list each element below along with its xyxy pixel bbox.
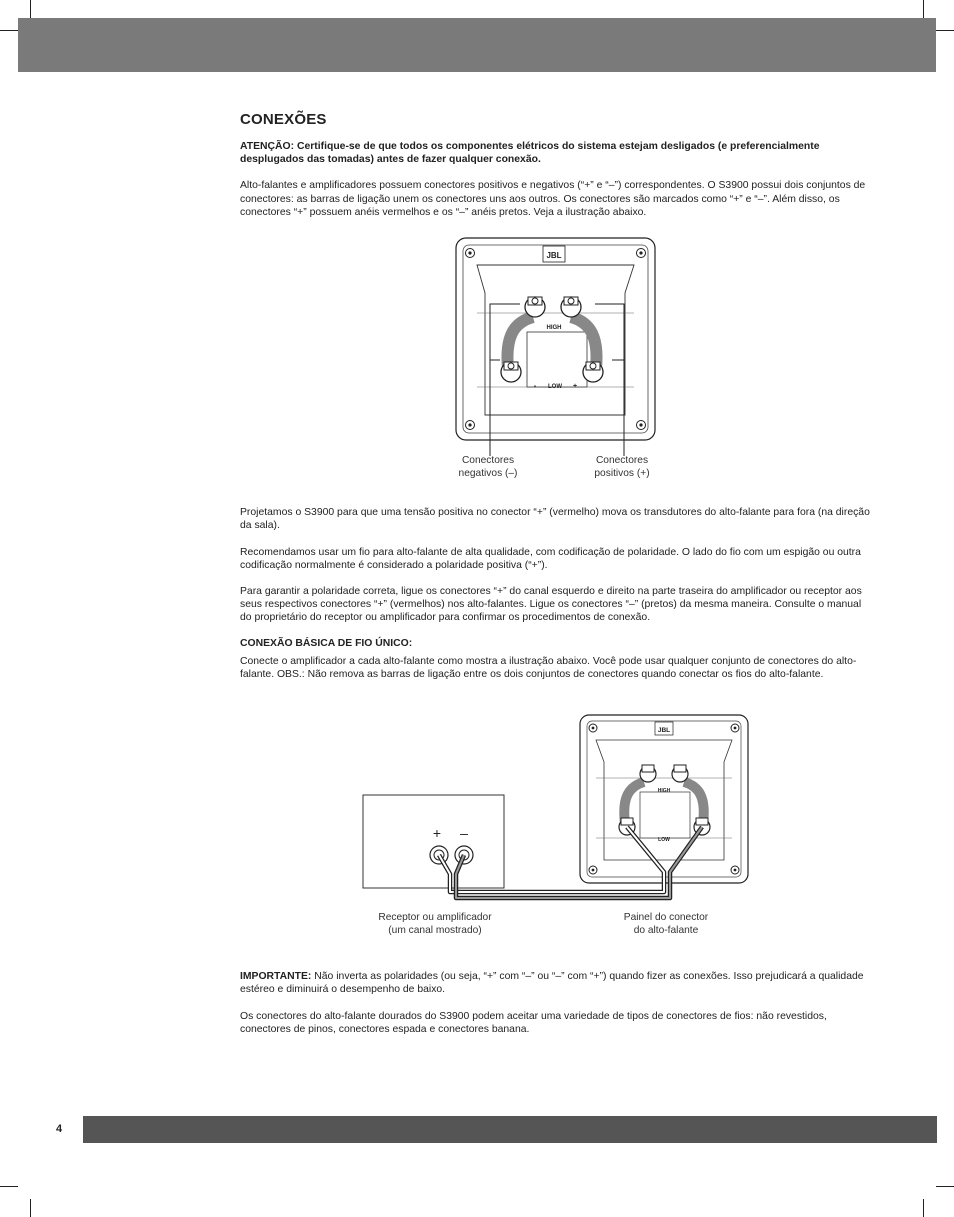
amplifier-box	[363, 795, 504, 888]
important-paragraph	[240, 970, 874, 996]
screw-icon	[589, 724, 597, 732]
page-number: 4	[56, 1123, 63, 1135]
screw-icon	[589, 866, 597, 874]
wiring-diagram	[362, 714, 750, 914]
screw-icon	[466, 421, 475, 430]
caption-positive-connectors	[578, 455, 666, 480]
connectors-paragraph: Os conectores do alto-falante dourados do S3900 podem aceitar uma variedade de tipos de conectores de fios: não revestidos, conectores de pinos, conectores espada e conectores banana.	[240, 1011, 827, 1036]
callout-lines	[480, 298, 630, 458]
caption-line: Painel do conector	[623, 912, 709, 923]
screw-icon	[637, 421, 646, 430]
binding-post-icon	[640, 765, 656, 782]
crop-mark	[0, 1186, 18, 1187]
warning-paragraph: ATENÇÃO: Certifique-se de que todos os componentes elétricos do sistema estejam desligados (e preferencialmente desplugados das tomadas) antes de fazer qualquer conexão.	[240, 141, 820, 166]
caption-negative-connectors	[444, 455, 532, 480]
caption-line: do alto-falante	[633, 924, 699, 936]
caption-line: negativos (–)	[458, 467, 518, 479]
crop-mark	[936, 1186, 954, 1187]
low-label: LOW	[548, 384, 562, 390]
crop-mark	[30, 1199, 31, 1217]
caption-line: positivos (+)	[594, 467, 650, 479]
amp-minus-label: –	[460, 825, 468, 841]
low-label: LOW	[658, 837, 670, 843]
binding-post-icon	[672, 765, 688, 782]
page-title: CONEXÕES	[240, 111, 327, 128]
footer-band	[83, 1116, 937, 1143]
intro-paragraph: Alto-falantes e amplificadores possuem conectores positivos e negativos (“+” e “–”) correspondentes. O S3900 possui dois conjuntos de conectores: as barras de ligação unem os conectores uns aos outros. Os conectores são marcados como “+” e “–”. Além disso, os conectores “+” possuem anéis vermelhos e os “–” anéis pretos. Veja a ilustração abaixo.	[240, 180, 866, 218]
recommend-paragraph: Recomendamos usar um fio para alto-falante de alta qualidade, com codificação de polaridade. O lado do fio com um espigão ou outra codificação normalmente é considerado a polaridade positiva (“+”).	[240, 547, 861, 572]
crop-mark	[30, 0, 31, 18]
screw-icon	[731, 866, 739, 874]
screw-icon	[637, 249, 646, 258]
screw-icon	[466, 249, 475, 258]
crop-mark	[0, 30, 18, 31]
crop-mark	[923, 1199, 924, 1217]
screw-icon	[731, 724, 739, 732]
caption-speaker-panel	[604, 912, 728, 937]
caption-line: (um canal mostrado)	[388, 924, 482, 936]
basic-connection-heading: CONEXÃO BÁSICA DE FIO ÚNICO:	[240, 638, 413, 649]
high-label: HIGH	[657, 788, 671, 794]
basic-connection-paragraph: Conecte o amplificador a cada alto-falante como mostra a ilustração abaixo. Você pode usar qualquer conjunto de conectores do alto-falante. OBS.: Não remova as barras de ligação entre os dois conjuntos de conectores quando conectar os fios do alto-falante.	[240, 656, 857, 681]
minus-label: -	[533, 383, 537, 390]
caption-line: Conectores	[461, 455, 515, 466]
plus-label: +	[572, 383, 578, 390]
caption-line: Conectores	[595, 455, 649, 466]
design-paragraph: Projetamos o S3900 para que uma tensão positiva no conector “+” (vermelho) mova os transdutores do alto-falante para fora (na direção da sala).	[240, 507, 870, 532]
crop-mark	[936, 30, 954, 31]
polarity-paragraph: Para garantir a polaridade correta, ligue os conectores “+” do canal esquerdo e direito na parte traseira do amplificador ou receptor aos seus respectivos conectores “+” (vermelhos) nos alto-falantes. Ligue os conectores “–” (pretos) da mesma maneira. Consulte o manual do proprietário do receptor ou amplificador para confirmar os procedimentos de conexão.	[240, 586, 862, 624]
important-text: Não inverta as polaridades (ou seja, “+” com “–” ou “–” com “+”) quando fizer as conexões. Isso prejudicará a qualidade estéreo e diminuirá o desempenho de baixo.	[240, 971, 864, 996]
important-label: IMPORTANTE:	[240, 971, 312, 982]
header-band	[18, 18, 936, 72]
jbl-logo-text: JBL	[657, 727, 671, 734]
caption-line: Receptor ou amplificador	[378, 912, 492, 923]
crop-mark	[923, 0, 924, 18]
amp-plus-label: +	[432, 825, 442, 841]
caption-amplifier	[360, 912, 510, 937]
high-label: HIGH	[546, 325, 562, 331]
jbl-logo-text: JBL	[546, 251, 562, 260]
main-content	[240, 111, 874, 219]
